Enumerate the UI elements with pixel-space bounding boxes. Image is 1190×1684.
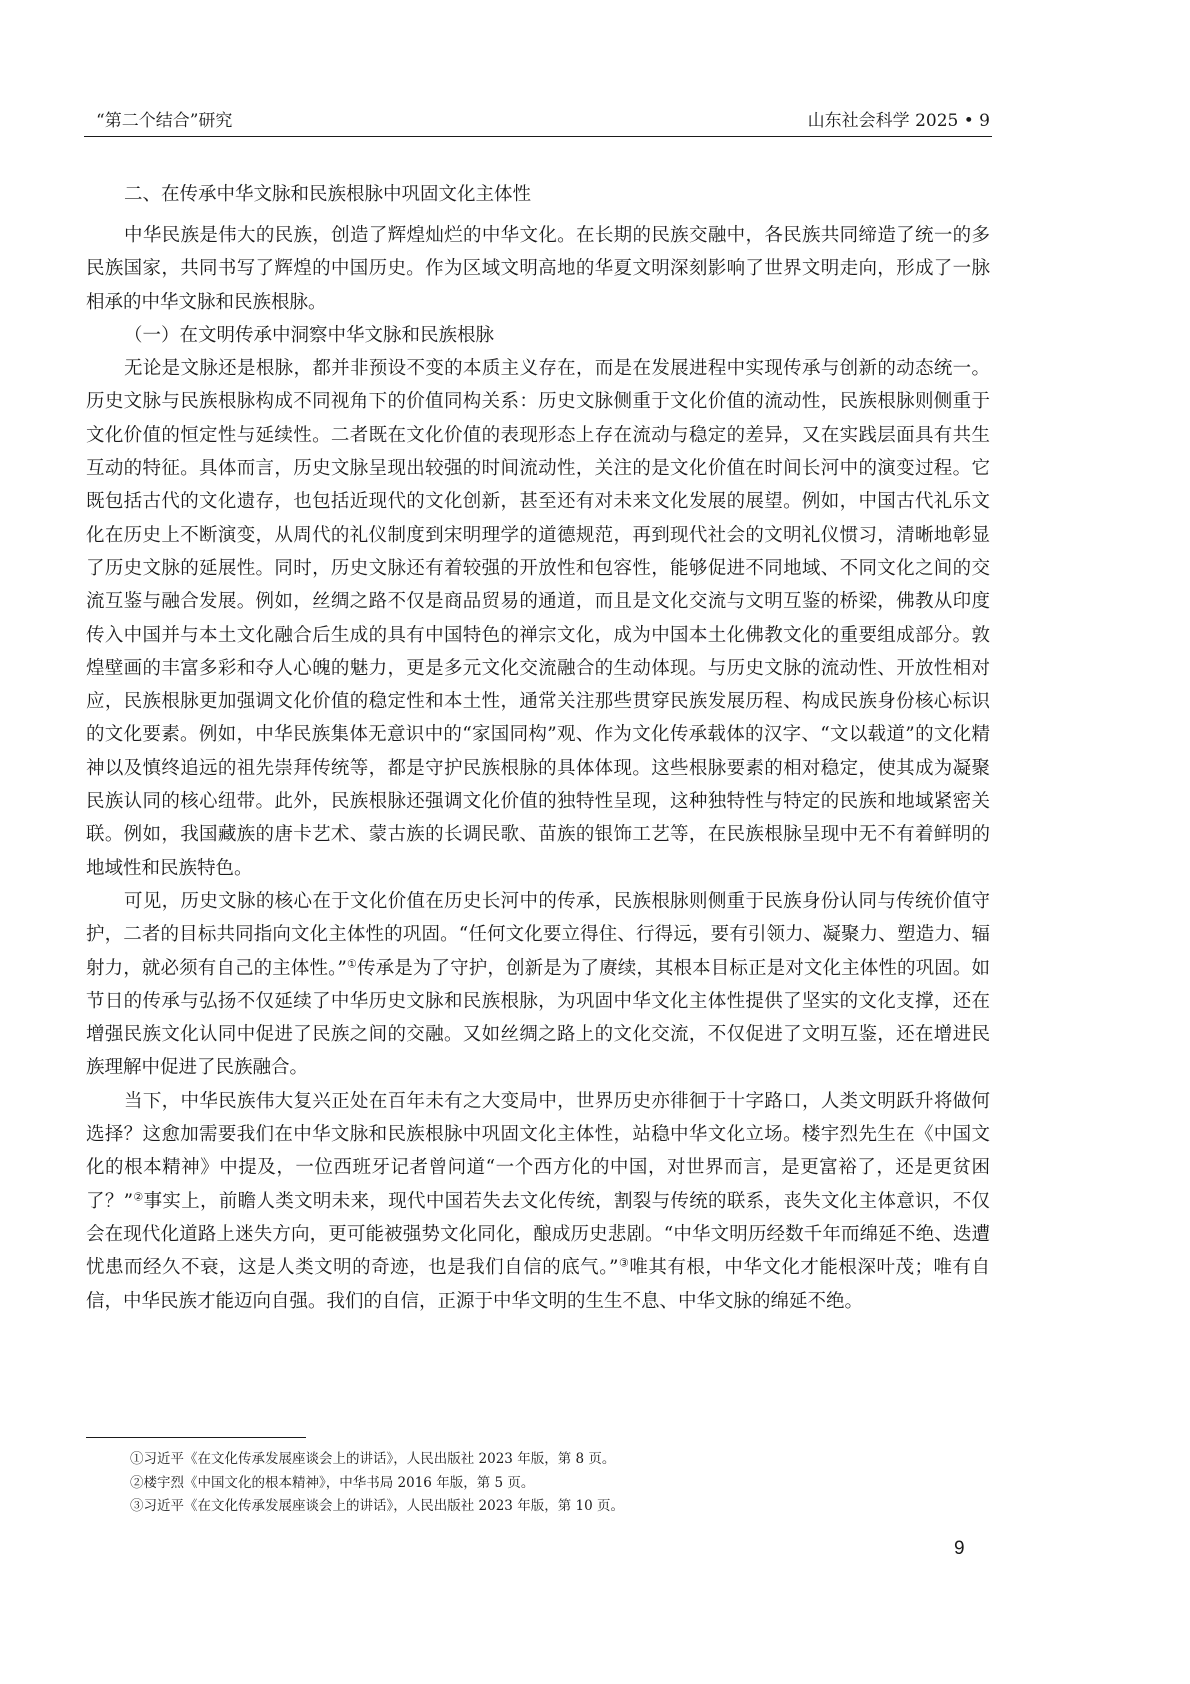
section-heading: 二、在传承中华文脉和民族根脉中巩固文化主体性	[124, 184, 532, 205]
paragraph-2-text-a: 可见，历史文脉的核心在于文化价值在历史长河中的传承，民族根脉则侧重于民族身份认同与传统价值守护，二者的目标共同指向文化主体性的巩固。“任何文化要立得住、行得远，要有引领力、凝聚力、塑造力、辐射力，就必须有自己的主体性。”	[86, 890, 990, 979]
footnote-ref-2[interactable]: ②	[133, 1190, 144, 1204]
footnote-1: ①习近平《在文化传承发展座谈会上的讲话》，人民出版社 2023 年版，第 8 页。	[130, 1451, 616, 1467]
paragraph-3-text-c: 唯其有根，中华文化才能根深叶茂；唯有自信，中华民族才能迈向自强。我们的自信，正源于中华文明的生生不息、中华文脉的绵延不绝。	[86, 1257, 990, 1312]
footnotes	[130, 1448, 990, 1519]
footnote-2: ②楼宇烈《中国文化的根本精神》，中华书局 2016 年版，第 5 页。	[130, 1474, 535, 1491]
paragraph-3	[86, 1085, 990, 1318]
paragraph-2-text-b: 传承是为了守护，创新是为了赓续，其根本目标正是对文化主体性的巩固。如节日的传承与弘扬不仅延续了中华历史文脉和民族根脉，为巩固中华文化主体性提供了坚实的文化支撑，还在增强民族文化认同中促进了民族之间的交融。又如丝绸之路上的文化交流，不仅促进了文明互鉴，还在增进民族理解中促进了民族融合。	[86, 957, 990, 1079]
paragraph-3-text-b: 事实上，前瞻人类文明未来，现代中国若失去文化传统，割裂与传统的联系，丧失文化主体意识，不仅会在现代化道路上迷失方向，更可能被强势文化同化，酿成历史悲剧。“中华文明历经数千年而绵延不绝、迭遭忧患而经久不衰，这是人类文明的奇迹，也是我们自信的底气。”	[86, 1190, 990, 1279]
page-number: 9	[954, 1538, 965, 1559]
header-journal-issue: 山东社会科学 2025 • 9	[807, 111, 990, 131]
footnote-divider	[86, 1437, 306, 1438]
footnote-3: ③习近平《在文化传承发展座谈会上的讲话》，人民出版社 2023 年版，第 10 页。	[130, 1498, 624, 1514]
running-header	[84, 104, 992, 137]
article-body	[86, 178, 990, 1318]
paragraph-1: 无论是文脉还是根脉，都并非预设不变的本质主义存在，而是在发展进程中实现传承与创新的动态统一。历史文脉与民族根脉构成不同视角下的价值同构关系：历史文脉侧重于文化价值的流动性，民族根脉则侧重于文化价值的恒定性与延续性。二者既在文化价值的表现形态上存在流动与稳定的差异，又在实践层面具有共生互动的特征。具体而言，历史文脉呈现出较强的时间流动性，关注的是文化价值在时间长河中的演变过程。它既包括古代的文化遗存，也包括近现代的文化创新，甚至还有对未来文化发展的展望。例如，中国古代礼乐文化在历史上不断演变，从周代的礼仪制度到宋明理学的道德规范，再到现代社会的文明礼仪惯习，清晰地彰显了历史文脉的延展性。同时，历史文脉还有着较强的开放性和包容性，能够促进不同地域、不同文化之间的交流互鉴与融合发展。例如，丝绸之路不仅是商品贸易的通道，而且是文化交流与文明互鉴的桥梁，佛教从印度传入中国并与本土文化融合后生成的具有中国特色的禅宗文化，成为中国本土化佛教文化的重要组成部分。敦煌壁画的丰富多彩和夺人心魄的魅力，更是多元文化交流融合的生动体现。与历史文脉的流动性、开放性相对应，民族根脉更加强调文化价值的稳定性和本土性，通常关注那些贯穿民族发展历程、构成民族身份核心标识的文化要素。例如，中华民族集体无意识中的“家国同构”观、作为文化传承载体的汉字、“文以载道”的文化精神以及慎终追远的祖先崇拜传统等，都是守护民族根脉的具体体现。这些根脉要素的相对稳定，使其成为凝聚民族认同的核心纽带。此外，民族根脉还强调文化价值的独特性呈现，这种独特性与特定的民族和地域紧密关联。例如，我国藏族的唐卡艺术、蒙古族的长调民歌、苗族的银饰工艺等，在民族根脉呈现中无不有着鲜明的地域性和民族特色。	[86, 358, 990, 879]
header-journal-section: “第二个结合”研究	[96, 111, 233, 131]
intro-paragraph: 中华民族是伟大的民族，创造了辉煌灿烂的中华文化。在长期的民族交融中，各民族共同缔造了统一的多民族国家，共同书写了辉煌的中国历史。作为区域文明高地的华夏文明深刻影响了世界文明走向，形成了一脉相承的中华文脉和民族根脉。	[86, 225, 990, 313]
paragraph-3-text-a: 当下，中华民族伟大复兴正处在百年未有之大变局中，世界历史亦徘徊于十字路口，人类文明跃升将做何选择？这愈加需要我们在中华文脉和民族根脉中巩固文化主体性，站稳中华文化立场。楼宇烈先生在《中国文化的根本精神》中提及，一位西班牙记者曾问道“一个西方化的中国，对世界而言，是更富裕了，还是更贫困了？”	[86, 1090, 990, 1212]
paragraph-2	[86, 885, 990, 1085]
subsection-heading: （一）在文明传承中洞察中华文脉和民族根脉	[124, 324, 495, 346]
footnote-ref-3[interactable]: ③	[618, 1256, 630, 1270]
footnote-ref-1[interactable]: ①	[346, 956, 358, 970]
